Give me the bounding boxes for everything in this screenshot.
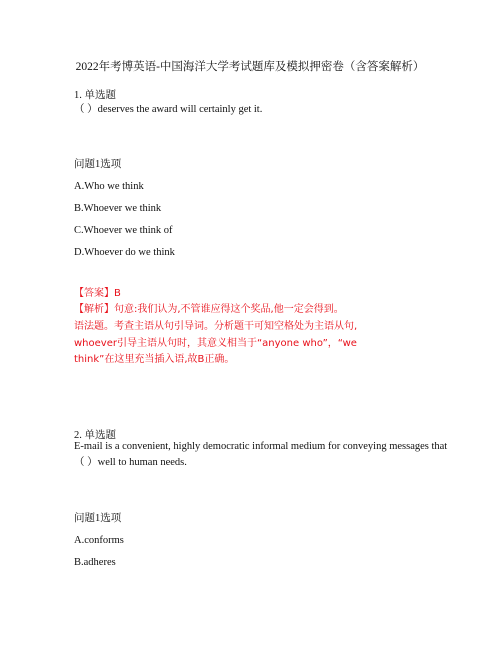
question-number: 1. 单选题 <box>74 90 116 101</box>
answer-label: 【答案】B <box>74 288 121 299</box>
question-stem: （ ）deserves the award will certainly get it. <box>74 104 263 115</box>
analysis-line-3: whoever引导主语从句时，其意义相当于“anyone who”，“we <box>74 338 357 349</box>
question-stem-line-1: E-mail is a convenient, highly democratic informal medium for conveying messages that <box>74 441 448 452</box>
page-title: 2022年考博英语-中国海洋大学考试题库及模拟押密卷（含答案解析） <box>75 61 425 73</box>
analysis-line-4: think”在这里充当插入语,故B正确。 <box>74 354 235 365</box>
question-number: 2. 单选题 <box>74 430 116 441</box>
analysis-line-2: 语法题。考查主语从句引导词。分析题干可知空格处为主语从句, <box>74 321 358 332</box>
option-a: A.Who we think <box>74 181 144 192</box>
options-heading: 问题1选项 <box>74 513 122 524</box>
analysis-line-1: 【解析】句意:我们认为,不管谁应得这个奖品,他一定会得到。 <box>74 304 344 315</box>
option-b: B.adheres <box>74 557 116 568</box>
option-a: A.conforms <box>74 535 124 546</box>
option-b: B.Whoever we think <box>74 203 162 214</box>
options-heading: 问题1选项 <box>74 159 122 170</box>
option-c: C.Whoever we think of <box>74 225 173 236</box>
question-stem-line-2: （ ）well to human needs. <box>74 457 187 468</box>
option-d: D.Whoever do we think <box>74 247 175 258</box>
